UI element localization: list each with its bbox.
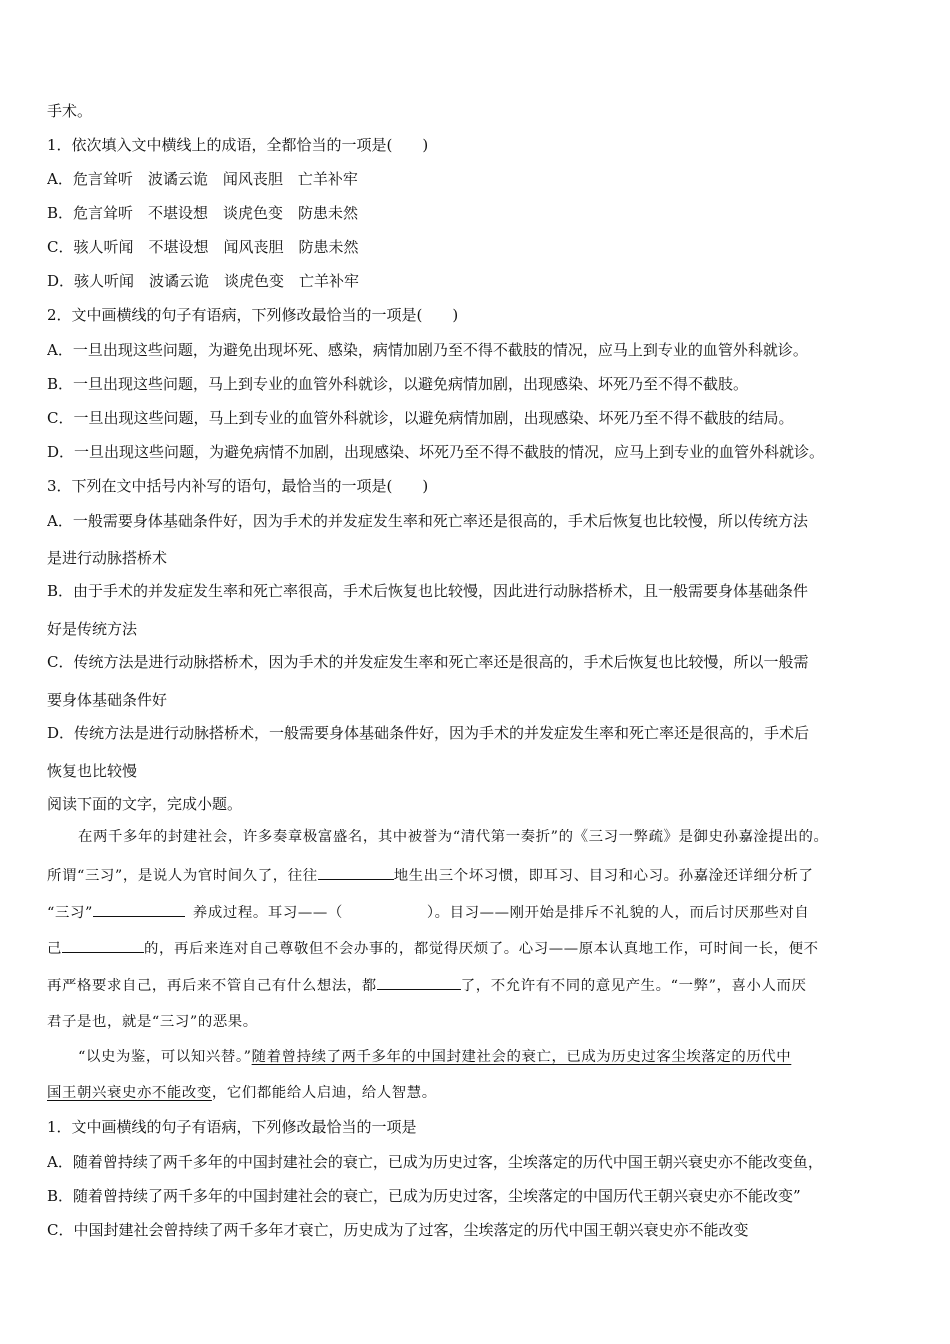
passage-line (47, 974, 914, 996)
option-a: A．一般需要身体基础条件好，因为手术的并发症发生率和死亡率还是很高的，手术后恢复也比较慢，所以传统方法 (47, 512, 808, 530)
option-a-continued: 是进行动脉搭桥术 (47, 549, 168, 567)
passage-text: 己 (47, 941, 62, 957)
passage-line (47, 901, 914, 923)
underlined-sentence: 随着曾持续了两千多年的中国封建社会的衰亡，已成为历史过客尘埃落定的历代中 (251, 1049, 792, 1065)
option-c-continued: 要身体基础条件好 (47, 691, 168, 709)
option-a: A．随着曾持续了两千多年的中国封建社会的衰亡，已成为历史过客，尘埃落定的历代中国王朝兴衰史亦不能改变鱼， (47, 1153, 823, 1171)
option-b: B．由于手术的并发症发生率和死亡率很高，手术后恢复也比较慢，因此进行动脉搭桥术，且一般需要身体基础条件 (47, 582, 809, 600)
passage-text: 所谓“三习”，是说人为官时间久了，往往 (47, 868, 318, 884)
fill-blank-2[interactable] (93, 901, 185, 917)
option-b-continued: 好是传统方法 (47, 620, 138, 638)
option-c: C．中国封建社会曾持续了两千多年才衰亡，历史成为了过客，尘埃落定的历代中国王朝兴衰史亦不能改变 (47, 1221, 749, 1239)
passage-text: “以史为鉴，可以知兴替。” (78, 1049, 252, 1065)
text-line: 手术。 (47, 102, 93, 120)
option-a: A．危言耸听 波谲云诡 闻风丧胆 亡羊补牢 (47, 170, 358, 188)
fill-blank-4[interactable] (377, 974, 461, 990)
passage-text: 了，不允许有不同的意见产生。“一弊”，喜小人而厌 (460, 978, 807, 994)
option-c: C．传统方法是进行动脉搭桥术，因为手术的并发症发生率和死亡率还是很高的，手术后恢复也比较慢，所以一般需 (47, 653, 809, 671)
passage-line: 君子是也，就是“三习”的恶果。 (47, 1014, 258, 1030)
question-2: 2．文中画横线的句子有语病，下列修改最恰当的一项是( ) (47, 306, 459, 324)
passage-line (47, 1047, 914, 1067)
passage-text: 地生出三个坏习惯，即耳习、目习和心习。孙嘉淦还详细分析了 (393, 868, 814, 884)
passage-line (47, 937, 914, 959)
question-1: 1．文中画横线的句子有语病，下列修改最恰当的一项是 (47, 1118, 417, 1136)
option-c: C．一旦出现这些问题，马上到专业的血管外科就诊，以避免病情加剧，出现感染、坏死乃至不得不截肢的结局。 (47, 409, 794, 427)
passage-text: ）。目习——刚开始是排斥不礼貌的人，而后讨厌那些对自 (426, 905, 810, 921)
passage-text: 的，再后来连对自己尊敬但不会办事的，都觉得厌烦了。心习——原本认真地工作，可时间一长，便不 (144, 941, 819, 957)
option-b: B．随着曾持续了两千多年的中国封建社会的衰亡，已成为历史过客，尘埃落定的中国历代王朝兴衰史亦不能改变” (47, 1187, 801, 1205)
option-c: C．骇人听闻 不堪设想 闻风丧胆 防患未然 (47, 238, 359, 256)
passage-text: 再严格要求自己，再后来不管自己有什么想法，都 (47, 978, 377, 994)
option-d-continued: 恢复也比较慢 (47, 762, 138, 780)
option-d: D．传统方法是进行动脉搭桥术，一般需要身体基础条件好，因为手术的并发症发生率和死亡率还是很高的，手术后 (47, 724, 810, 742)
passage-line (47, 1083, 914, 1103)
fill-blank-3[interactable] (62, 937, 144, 953)
passage-line (47, 864, 914, 886)
passage-text: ，它们都能给人启迪，给人智慧。 (211, 1085, 437, 1101)
passage-text: “三习” (47, 905, 93, 921)
reading-instruction: 阅读下面的文字，完成小题。 (47, 795, 243, 813)
option-a: A．一旦出现这些问题，为避免出现坏死、感染，病情加剧乃至不得不截肢的情况，应马上到专业的血管外科就诊。 (47, 341, 808, 359)
option-d: D．骇人听闻 波谲云诡 谈虎色变 亡羊补牢 (47, 272, 360, 290)
question-3: 3．下列在文中括号内补写的语句，最恰当的一项是( ) (47, 477, 429, 495)
option-d: D．一旦出现这些问题，为避免病情不加剧，出现感染、坏死乃至不得不截肢的情况，应马上到专业的血管外科就诊。 (47, 443, 825, 461)
question-1: 1．依次填入文中横线上的成语，全都恰当的一项是( ) (47, 136, 429, 154)
passage-text: 养成过程。耳习——（ (192, 905, 343, 921)
option-b: B．危言耸听 不堪设想 谈虎色变 防患未然 (47, 204, 359, 222)
passage-line: 在两千多年的封建社会，许多奏章极富盛名，其中被誉为“清代第一奏折”的《三习一弊疏》是御史孙嘉淦提出的。 (78, 829, 829, 845)
option-b: B．一旦出现这些问题，马上到专业的血管外科就诊，以避免病情加剧，出现感染、坏死乃至不得不截肢。 (47, 375, 749, 393)
fill-blank-1[interactable] (318, 864, 394, 880)
underlined-sentence: 国王朝兴衰史亦不能改变 (47, 1085, 212, 1101)
